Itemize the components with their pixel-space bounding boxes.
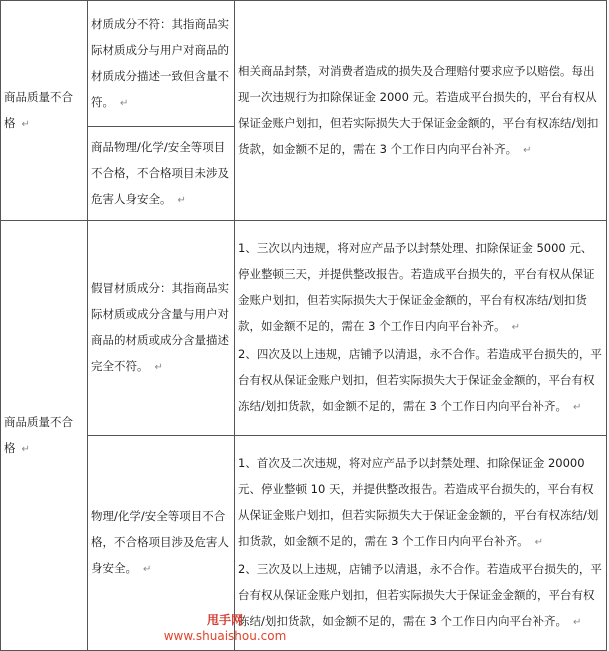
consequence-item [238, 450, 603, 556]
paragraph-mark-icon: ↵ [511, 322, 521, 333]
condition-text: 商品物理/化学/安全等项目不合格，不合格项目未涉及危害人身安全。 [91, 139, 229, 206]
condition-text: 物理/化学/安全等项目不合格，不合格项目涉及危害人身安全。 [91, 509, 229, 575]
consequence-cell [235, 1, 607, 221]
condition-cell [88, 127, 235, 221]
category-label: 商品质量不合格 [4, 89, 73, 130]
watermark-url: www.shuaishou.com [163, 629, 287, 643]
consequence-item [238, 341, 603, 421]
table-row [1, 221, 607, 436]
paragraph-mark-icon: ↵ [523, 144, 532, 156]
paragraph-mark-icon: ↵ [21, 443, 30, 455]
category-label: 商品质量不合格 [4, 414, 73, 455]
condition-text: 假冒材质成分：其指商品实际材质或成分含量与用户对商品的材质或成分含量描述完全不符。 [91, 281, 229, 373]
watermark-site-name: 甩手网 [206, 613, 243, 627]
table-row [1, 436, 607, 651]
paragraph-mark-icon: ↵ [534, 537, 544, 548]
condition-text: 材质成分不符：其指商品实际材质成分与用户对商品的材质成分描述一致但含量不符。 [91, 16, 229, 109]
condition-cell [88, 221, 235, 436]
consequence-text: 相关商品封禁，对消费者造成的损失及合理赔付要求应予以赔偿。每出现一次违规行为扣除保证金 2000 元。若造成平台损失的，平台有权从保证金账户划扣，但若实际损失大于保证金金额的，平台有权冻结/划扣货款，如金额不足的，需在 3 个工作日内向平台补齐。 [238, 63, 599, 156]
paragraph-mark-icon: ↵ [573, 402, 582, 413]
consequence-text: 1、首次及二次违规，将对应产品予以封禁处理、扣除保证金 20000 元、停业整顿 10 天，并提供整改报告。若造成平台损失的，平台有权从保证金账户划扣，但若实际损失大于保证金金额的，平台有权冻结/划扣货款，如金额不足的，需在 3 个工作日内向平台补齐。 [238, 456, 599, 548]
paragraph-mark-icon: ↵ [154, 362, 163, 373]
paragraph-mark-icon: ↵ [143, 564, 152, 575]
watermark [150, 612, 300, 644]
consequence-cell [235, 221, 607, 436]
paragraph-mark-icon: ↵ [120, 97, 129, 109]
consequence-item [238, 235, 603, 341]
category-cell [1, 221, 88, 651]
paragraph-mark-icon: ↵ [177, 194, 186, 206]
paragraph-mark-icon: ↵ [573, 617, 582, 628]
paragraph-mark-icon: ↵ [21, 118, 30, 130]
table-row [1, 1, 607, 127]
consequence-text: 2、三次及以上违规，店铺予以清退，永不合作。若造成平台损失的，平台有权从保证金账户划扣，但若实际损失大于保证金金额的，平台有权冻结/划扣货款，如金额不足的，需在 3 个工作日内向平台补齐。 [238, 562, 602, 628]
consequence-text: 1、三次以内违规，将对应产品予以封禁处理、扣除保证金 5000 元、停业整顿三天，并提供整改报告。若造成平台损失的，平台有权从保证金账户划扣，但若实际损失大于保证金金额的，平台有权冻结/划扣货款，如金额不足的，需在 3 个工作日内向平台补齐。 [238, 241, 595, 333]
category-cell [1, 1, 88, 221]
condition-cell [88, 1, 235, 127]
consequence-text: 2、四次及以上违规，店铺予以清退，永不合作。若造成平台损失的，平台有权从保证金账户划扣，但若实际损失大于保证金金额的，平台有权冻结/划扣货款，如金额不足的，需在 3 个工作日内向平台补齐。 [238, 347, 602, 413]
